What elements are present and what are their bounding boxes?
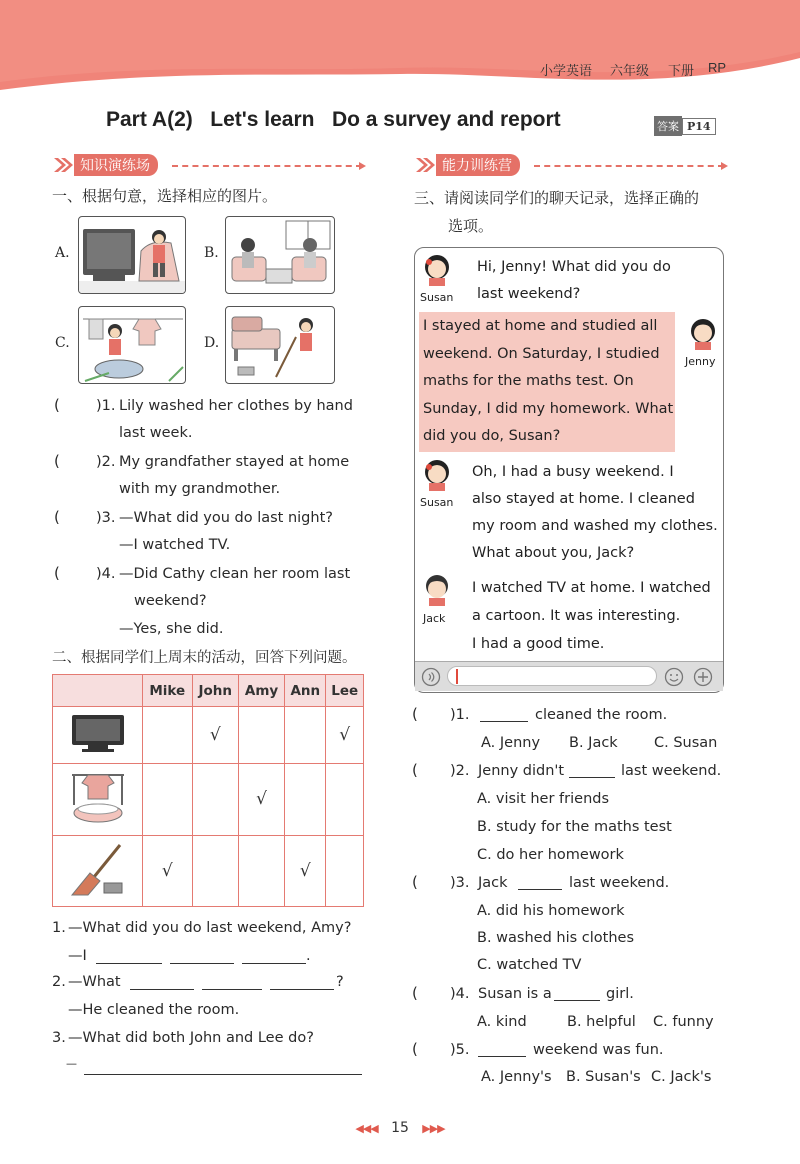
picture-d-cleaning-room	[225, 306, 335, 384]
q3-item-num: )3.	[450, 875, 470, 891]
answer-paren[interactable]: (	[54, 396, 60, 414]
q3-stem: last weekend.	[569, 875, 670, 891]
avatar-jack-icon	[424, 574, 450, 606]
chat-line: What about you, Jack?	[472, 545, 635, 561]
text-cursor	[456, 669, 458, 684]
answer-paren[interactable]: (	[54, 564, 60, 582]
q3-stem: Jenny didn't	[478, 763, 565, 779]
q2-punct: ?	[336, 974, 344, 990]
table-cell: √	[238, 764, 284, 835]
chat-line: Hi, Jenny! What did you do	[477, 259, 671, 275]
answer-blank[interactable]	[518, 876, 562, 890]
chat-line: also stayed at home. I cleaned	[472, 491, 695, 507]
column-header: Lee	[326, 675, 364, 707]
q3-heading-cont: 选项。	[448, 217, 494, 235]
q3-stem: last weekend.	[621, 763, 722, 779]
table-corner	[53, 675, 143, 707]
answer-blank[interactable]	[554, 987, 600, 1001]
q3-stem: cleaned the room.	[535, 707, 668, 723]
answer-paren[interactable]: (	[54, 452, 60, 470]
avatar-jenny-icon	[690, 318, 716, 350]
next-arrows-icon: ▶▶▶	[422, 1122, 445, 1135]
answer-blank[interactable]	[270, 976, 334, 990]
q3-option[interactable]: B. study for the maths test	[477, 819, 672, 835]
q2-question: —What did you do last weekend, Amy?	[68, 920, 352, 936]
broom-icon	[53, 835, 143, 906]
answer-paren[interactable]: (	[412, 1040, 418, 1058]
chat-text-input[interactable]	[447, 666, 657, 686]
table-cell	[285, 764, 326, 835]
answer-page: P14	[682, 118, 716, 135]
answer-paren[interactable]: (	[54, 508, 60, 526]
table-row	[53, 707, 364, 764]
answer-paren[interactable]: (	[412, 705, 418, 723]
q1-item-line: Lily washed her clothes by hand	[119, 398, 353, 414]
double-chevron-icon	[52, 155, 74, 175]
q3-item-num: )4.	[450, 986, 470, 1002]
section-tag-left	[52, 154, 158, 176]
q2-answer-prefix: —	[66, 1057, 77, 1070]
table-cell	[143, 707, 193, 764]
chat-line: Sunday, I did my homework. What	[423, 401, 674, 417]
q1-item-line: —I watched TV.	[119, 537, 231, 553]
q1-item-line: My grandfather stayed at home	[119, 454, 350, 470]
header-subject: 小学英语	[540, 64, 593, 79]
q3-option[interactable]: A. Jenny	[481, 735, 541, 751]
q2-item-num: 3.	[52, 1030, 66, 1046]
page-footer	[0, 1120, 800, 1136]
q2-answer-prefix: —I	[68, 948, 87, 964]
answer-blank[interactable]	[130, 976, 194, 990]
chat-line: did you do, Susan?	[423, 428, 561, 444]
section-tag-label: 知识演练场	[74, 154, 158, 176]
picture-a-watching-tv	[78, 216, 186, 294]
q1-item-num: )2.	[96, 454, 116, 470]
answer-blank[interactable]	[569, 764, 615, 778]
q1-item-line: weekend?	[134, 593, 207, 609]
section-divider	[534, 165, 724, 167]
chat-line: I had a good time.	[472, 636, 605, 652]
table-cell: √	[192, 707, 238, 764]
section-tag-label: 能力训练营	[436, 154, 520, 176]
avatar-susan-icon	[424, 254, 450, 286]
answer-label: 答案	[654, 116, 682, 136]
avatar-name: Susan	[420, 496, 454, 509]
laundry-icon	[53, 764, 143, 835]
table-cell	[192, 835, 238, 906]
answer-line[interactable]	[84, 1061, 362, 1075]
answer-paren[interactable]: (	[412, 761, 418, 779]
chat-line: I stayed at home and studied all	[423, 318, 658, 334]
q1-item-num: )3.	[96, 510, 116, 526]
page-title: Part A(2) Let's learn Do a survey and report	[106, 108, 561, 131]
chat-line: last weekend?	[477, 286, 581, 302]
voice-icon[interactable]	[421, 667, 441, 687]
table-cell: √	[285, 835, 326, 906]
header-edition: RP	[708, 60, 727, 75]
column-header: John	[192, 675, 238, 707]
avatar-name: Jenny	[685, 355, 716, 368]
q1-item-num: )1.	[96, 398, 116, 414]
q1-item-line: —What did you do last night?	[119, 510, 333, 526]
table-cell	[192, 764, 238, 835]
table-cell: √	[326, 707, 364, 764]
q2-question: —What	[68, 974, 121, 990]
q1-heading: 一、根据句意，选择相应的图片。	[52, 187, 278, 205]
survey-table	[52, 674, 364, 907]
answer-blank[interactable]	[202, 976, 262, 990]
q3-stem: Jack	[478, 875, 508, 891]
table-row	[53, 764, 364, 835]
q1-item-num: )4.	[96, 566, 116, 582]
q3-option[interactable]: B. Jack	[569, 735, 618, 751]
q2-question: —What did both John and Lee do?	[68, 1030, 314, 1046]
q2-heading: 二、根据同学们上周末的活动，回答下列问题。	[52, 650, 357, 666]
chat-line: maths for the maths test. On	[423, 373, 634, 389]
answer-blank[interactable]	[480, 708, 528, 722]
picture-b-grandparents-at-home	[225, 216, 335, 294]
column-header: Ann	[285, 675, 326, 707]
table-cell: √	[143, 835, 193, 906]
header-volume: 下册	[668, 64, 695, 79]
q3-option[interactable]: B. helpful	[567, 1014, 636, 1030]
section-tag-right	[414, 154, 520, 176]
q3-option[interactable]: C. Susan	[654, 735, 718, 751]
q3-option[interactable]: A. Jenny's	[481, 1069, 552, 1085]
chat-line: weekend. On Saturday, I studied	[423, 346, 660, 362]
q3-option[interactable]: C. watched TV	[477, 957, 582, 973]
q3-option[interactable]: A. did his homework	[477, 903, 625, 919]
q1-item-line: —Yes, she did.	[119, 621, 224, 637]
chat-line: Oh, I had a busy weekend. I	[472, 464, 674, 480]
picture-c-washing-clothes	[78, 306, 186, 384]
table-cell	[238, 835, 284, 906]
answer-blank[interactable]	[478, 1043, 526, 1057]
table-cell	[326, 764, 364, 835]
table-cell	[326, 835, 364, 906]
q2-answer: —He cleaned the room.	[68, 1002, 240, 1018]
q1-item-line: —Did Cathy clean her room last	[119, 566, 351, 582]
chat-line: a cartoon. It was interesting.	[472, 608, 681, 624]
q2-punct: .	[306, 948, 311, 964]
plus-icon[interactable]	[693, 667, 713, 687]
section-divider	[172, 165, 362, 167]
q3-item-num: )1.	[450, 707, 470, 723]
column-header: Amy	[238, 675, 284, 707]
q1-item-line: with my grandmother.	[119, 481, 281, 497]
avatar-name: Jack	[423, 612, 446, 625]
table-row	[53, 835, 364, 906]
q1-item-line: last week.	[119, 425, 193, 441]
q2-item-num: 1.	[52, 920, 66, 936]
double-chevron-icon	[414, 155, 436, 175]
answer-ref[interactable]	[654, 116, 716, 136]
answer-blank[interactable]	[170, 950, 234, 964]
answer-paren[interactable]: (	[412, 984, 418, 1002]
q3-option[interactable]: A. kind	[477, 1014, 527, 1030]
avatar-name: Susan	[420, 291, 454, 304]
chat-line: I watched TV at home. I watched	[472, 580, 711, 596]
chat-line: my room and washed my clothes.	[472, 518, 718, 534]
option-d-label: D.	[204, 335, 220, 351]
answer-blank[interactable]	[96, 950, 162, 964]
q3-heading: 三、请阅读同学们的聊天记录，选择正确的	[414, 189, 700, 207]
header-band	[0, 0, 800, 95]
q3-option[interactable]: B. washed his clothes	[477, 930, 634, 946]
q3-item-num: )5.	[450, 1042, 470, 1058]
column-header: Mike	[143, 675, 193, 707]
tv-icon	[53, 707, 143, 764]
q3-option[interactable]: C. funny	[653, 1014, 714, 1030]
table-cell	[238, 707, 284, 764]
q3-stem: weekend was fun.	[533, 1042, 664, 1058]
avatar-susan-icon	[424, 459, 450, 491]
option-c-label: C.	[55, 335, 70, 351]
table-cell	[285, 707, 326, 764]
q3-stem: Susan is a	[478, 986, 552, 1002]
q3-option[interactable]: C. Jack's	[651, 1069, 712, 1085]
page-number: 15	[391, 1120, 409, 1136]
answer-paren[interactable]: (	[412, 873, 418, 891]
table-cell	[143, 764, 193, 835]
q3-stem: girl.	[606, 986, 634, 1002]
q2-item-num: 2.	[52, 974, 66, 990]
q3-option[interactable]: C. do her homework	[477, 847, 624, 863]
option-a-label: A.	[55, 245, 70, 261]
q3-option[interactable]: A. visit her friends	[477, 791, 610, 807]
prev-arrows-icon: ◀◀◀	[355, 1122, 378, 1135]
option-b-label: B.	[204, 245, 219, 261]
header-grade: 六年级	[610, 64, 650, 79]
answer-blank[interactable]	[242, 950, 306, 964]
q3-option[interactable]: B. Susan's	[566, 1069, 641, 1085]
emoji-icon[interactable]	[664, 667, 684, 687]
q3-item-num: )2.	[450, 763, 470, 779]
